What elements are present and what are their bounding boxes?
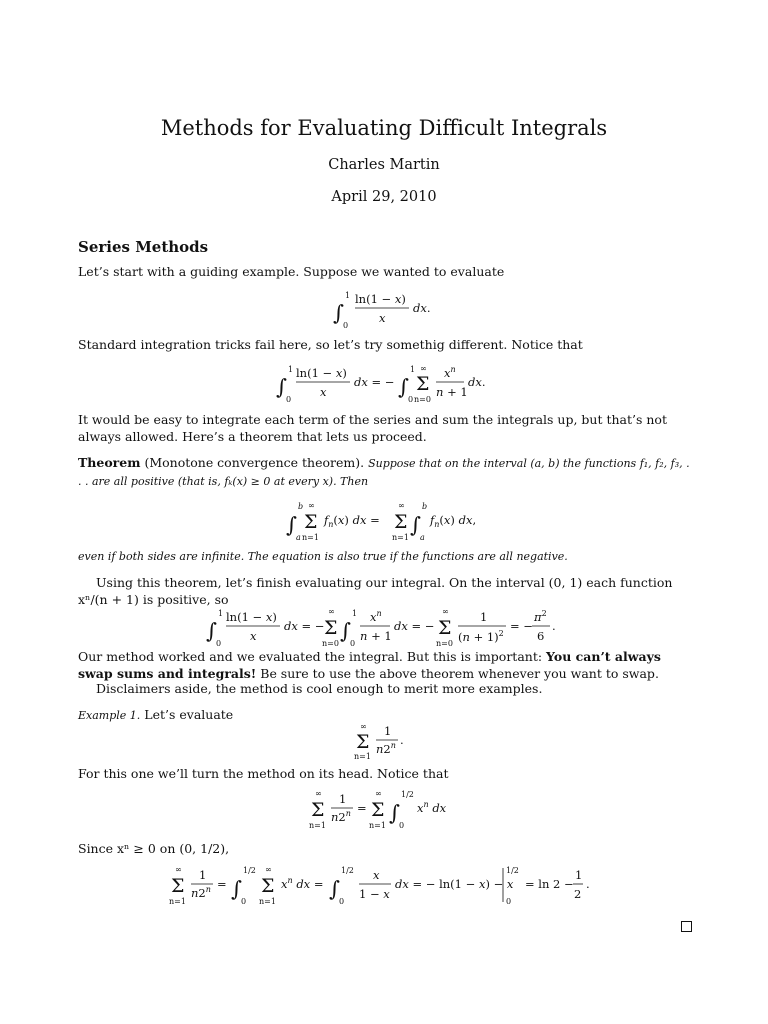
svg-text:∫: ∫ (206, 619, 217, 643)
svg-text:n=1: n=1 (369, 821, 386, 830)
theorem-statement (78, 455, 690, 490)
svg-text:(n + 1)2: $(n + 1)^2$ (458, 629, 504, 644)
svg-text:n=1: n=1 (259, 897, 276, 906)
equation-2 (0, 358, 768, 406)
svg-text:= −: = − (510, 619, 533, 633)
svg-text:n=1: n=1 (169, 897, 186, 906)
svg-text:Σ: Σ (371, 799, 385, 821)
svg-text:Σ: Σ (438, 617, 452, 639)
svg-text:Σ: Σ (311, 799, 325, 821)
paragraph-swap: It would be easy to integrate each term of the series and sum the integrals up, but that’s not always allowed. Here’s a theorem that lets us proceed. (78, 412, 667, 444)
svg-text:n=1: n=1 (309, 821, 326, 830)
example-label: Example 1. (78, 709, 141, 722)
svg-text:0: 0 (343, 321, 349, 330)
svg-text:Σ: Σ (171, 875, 185, 897)
svg-text:1: 1 (339, 792, 347, 806)
svg-text:n2n: n2$^n$ (376, 741, 396, 756)
svg-text:.: . (400, 733, 404, 747)
svg-text:0: 0 (408, 395, 414, 404)
paragraph-warning (78, 649, 690, 682)
svg-text:∞: ∞ (398, 501, 405, 510)
svg-text:0: 0 (399, 821, 405, 830)
paragraph-notice: Standard integration tricks fail here, so let’s try somethig different. Notice that (78, 337, 583, 352)
svg-text:1/2: 1/2 (401, 790, 414, 799)
svg-text:n + 1: n + 1 (436, 385, 468, 399)
svg-text:0: 0 (286, 395, 292, 404)
svg-text:n=1: n=1 (302, 533, 319, 542)
svg-text:n=0: n=0 (436, 639, 453, 648)
svg-text:1: 1 (410, 365, 416, 374)
svg-text:1: 1 (384, 724, 392, 738)
equation-7 (0, 862, 768, 910)
svg-text:1/2: 1/2 (341, 866, 354, 875)
svg-text:0: 0 (350, 639, 356, 648)
svg-text:∫: ∫ (333, 301, 344, 325)
paragraph-turn-method: For this one we’ll turn the method on its head. Notice that (78, 766, 449, 781)
svg-text:∞: ∞ (175, 865, 182, 874)
equation-theorem (0, 496, 768, 544)
svg-text:n2n: n2$^n$ (191, 885, 211, 900)
svg-text:a: a (296, 533, 301, 542)
equation-example (0, 722, 768, 762)
svg-text:x: x (250, 629, 257, 643)
svg-text:∞: ∞ (308, 501, 315, 510)
svg-text:1: 1 (345, 291, 351, 300)
svg-text:Σ: Σ (304, 511, 318, 533)
equation-4 (0, 602, 768, 650)
svg-text:dx = −: dx = − (284, 619, 325, 633)
svg-text:n=1: n=1 (392, 533, 409, 542)
svg-text:∫: ∫ (276, 375, 287, 399)
svg-text:n=0: n=0 (322, 639, 339, 648)
svg-text:=: = (357, 801, 367, 815)
equation-1 (0, 284, 768, 332)
svg-text:π2: $\pi^2$ (534, 609, 547, 624)
paper-title: Methods for Evaluating Difficult Integrals (160, 116, 608, 140)
svg-text:dx = − ln(1 − x) − x: dx = − ln(1 − x) − x (395, 877, 514, 891)
svg-text:∫: ∫ (329, 877, 340, 901)
svg-text:x: x (379, 311, 386, 325)
svg-text:n + 1: n + 1 (360, 629, 392, 643)
svg-text:Σ: Σ (356, 731, 370, 753)
theorem-name: (Monotone convergence theorem). (144, 455, 365, 470)
svg-text:∞: ∞ (265, 865, 272, 874)
svg-text:∞: ∞ (442, 607, 449, 616)
svg-text:∫: ∫ (398, 375, 409, 399)
svg-text:Σ: Σ (261, 875, 275, 897)
paragraph-using-theorem: Using this theorem, let’s finish evaluating our integral. On the interval (0, 1) each function xⁿ/(n + 1) is positive, so (78, 575, 673, 607)
svg-text:dx = −: dx = − (354, 375, 395, 389)
warning-before: Our method worked and we evaluated the integral. But this is important: (78, 649, 547, 664)
svg-text:ln(1 − x): ln(1 − x) (226, 610, 277, 624)
svg-text:∞: ∞ (375, 789, 382, 798)
qed-square-icon (681, 921, 692, 932)
svg-text:xn dx =: $x^n$ dx = (281, 876, 324, 891)
svg-text:n2n: n2$^n$ (331, 809, 351, 824)
svg-text:Σ: Σ (394, 511, 408, 533)
svg-text:xn: $x^n$ (370, 609, 382, 624)
svg-text:1: 1 (352, 609, 358, 618)
svg-text:∫: ∫ (410, 513, 421, 537)
paper-date: April 29, 2010 (331, 189, 437, 205)
warning-emphasis: You can’t always swap sums and integrals! (78, 649, 661, 681)
svg-text:= ln 2 −: = ln 2 − (525, 877, 574, 891)
svg-text:dx.: dx. (468, 375, 486, 389)
svg-text:1: 1 (480, 610, 488, 624)
theorem-label: Theorem (78, 455, 141, 470)
svg-text:∫: ∫ (340, 619, 351, 643)
svg-text:Σ: Σ (416, 373, 430, 395)
theorem-body: Suppose that on the interval (a, b) the functions f₁, f₂, f₃, . . . are all positive (that is, fₖ(x) ≥ 0 at every x). Then (78, 457, 690, 488)
paragraph-since: Since xⁿ ≥ 0 on (0, 1/2), (78, 841, 230, 856)
svg-text:ln(1 − x): ln(1 − x) (355, 292, 406, 306)
svg-text:1: 1 (575, 868, 583, 882)
svg-text:∞: ∞ (420, 364, 427, 373)
svg-text:ln(1 − x): ln(1 − x) (296, 366, 347, 380)
svg-text:2: 2 (574, 887, 582, 901)
svg-text:a: a (420, 533, 425, 542)
svg-text:.: . (552, 619, 556, 633)
svg-text:n=0: n=0 (414, 395, 431, 404)
svg-text:fn(x) dx,: $f_n(x)$ dx, (430, 513, 477, 529)
svg-text:1/2: 1/2 (243, 866, 256, 875)
svg-text:∫: ∫ (286, 513, 297, 537)
svg-text:0: 0 (339, 897, 345, 906)
equation-6 (0, 786, 768, 832)
svg-text:0: 0 (506, 897, 512, 906)
svg-text:x: x (320, 385, 327, 399)
svg-text:0: 0 (216, 639, 222, 648)
svg-text:xn: $x^n$ (444, 365, 456, 380)
paragraph-disclaimer: Disclaimers aside, the method is cool enough to merit more examples. (96, 681, 543, 696)
svg-text:xn dx: $x^n$ dx (417, 800, 447, 815)
example-text: Let’s evaluate (144, 707, 234, 722)
svg-text:∞: ∞ (328, 607, 335, 616)
paragraph-intro: Let’s start with a guiding example. Suppose we wanted to evaluate (78, 264, 505, 279)
svg-text:b: b (422, 502, 428, 511)
section-heading: Series Methods (78, 238, 209, 256)
svg-text:∞: ∞ (360, 722, 367, 731)
warning-after: Be sure to use the above theorem whenever you want to swap. (256, 665, 659, 681)
svg-text:∫: ∫ (389, 801, 400, 825)
svg-text:1: 1 (199, 868, 207, 882)
svg-text:∫: ∫ (231, 877, 242, 901)
svg-text:0: 0 (241, 897, 247, 906)
svg-text:∞: ∞ (315, 789, 322, 798)
author-name: Charles Martin (328, 157, 440, 173)
svg-text:n=1: n=1 (354, 752, 371, 761)
theorem-after: even if both sides are infinite. The equation is also true if the functions are all negative. (78, 550, 568, 563)
svg-text:fn(x) dx =: $f_n(x)$ dx = (324, 513, 380, 529)
svg-text:.: . (586, 877, 590, 891)
svg-text:1/2: 1/2 (506, 866, 519, 875)
svg-text:dx = −: dx = − (394, 619, 435, 633)
svg-text:dx.: dx. (413, 301, 431, 315)
svg-text:=: = (217, 877, 227, 891)
svg-text:1 − x: 1 − x (359, 887, 390, 901)
svg-text:1: 1 (288, 365, 294, 374)
svg-text:1: 1 (218, 609, 224, 618)
svg-text:6: 6 (537, 629, 545, 643)
svg-text:Σ: Σ (324, 617, 338, 639)
svg-text:x: x (373, 868, 380, 882)
svg-text:b: b (298, 502, 304, 511)
